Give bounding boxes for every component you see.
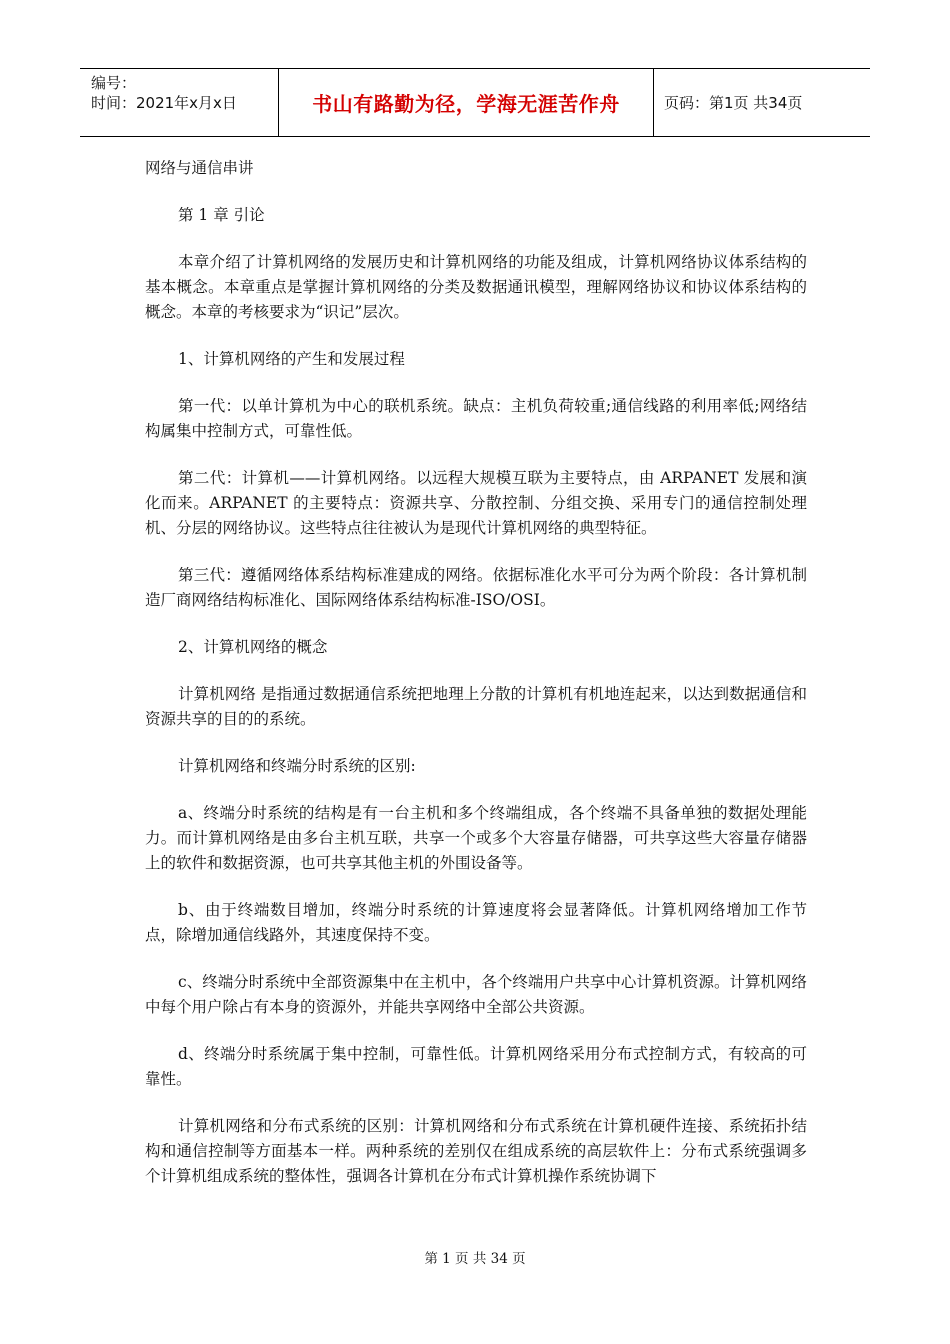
header-page-indicator: 页码：第1页 共34页 bbox=[664, 94, 803, 112]
paragraph-diff-c: c、终端分时系统中全部资源集中在主机中，各个终端用户共享中心计算机资源。计算机网络中每个用户除占有本身的资源外，并能共享网络中全部公共资源。 bbox=[145, 973, 807, 1016]
page-footer: 第 1 页 共 34 页 bbox=[424, 1251, 526, 1267]
document-date-label: 时间：2021年x月x日 bbox=[91, 94, 237, 112]
section-heading-2: 2、计算机网络的概念 bbox=[178, 638, 328, 656]
document-title: 网络与通信串讲 bbox=[145, 159, 254, 177]
document-number-label: 编号： bbox=[91, 74, 137, 92]
paragraph-gen-2: 第二代：计算机——计算机网络。以远程大规模互联为主要特点，由 ARPANET 发展和演化而来。ARPANET 的主要特点：资源共享、分散控制、分组交换、采用专门的通信控制处理机、分层的网络协议。这些特点往往被认为是现代计算机网络的典型特征。 bbox=[145, 469, 807, 537]
chapter-heading: 第 1 章 引论 bbox=[178, 206, 265, 224]
header-motto: 书山有路勤为径，学海无涯苦作舟 bbox=[279, 69, 654, 136]
paragraph-distributed: 计算机网络和分布式系统的区别：计算机网络和分布式系统在计算机硬件连接、系统拓扑结构和通信控制等方面基本一样。两种系统的差别仅在组成系统的高层软件上：分布式系统强调多个计算机组成系统的整体性，强调各计算机在分布式计算机操作系统协调下 bbox=[145, 1117, 807, 1185]
page-header bbox=[80, 68, 870, 137]
paragraph-gen-1: 第一代：以单计算机为中心的联机系统。缺点：主机负荷较重;通信线路的利用率低;网络结构属集中控制方式，可靠性低。 bbox=[145, 397, 807, 440]
header-meta-cell bbox=[80, 69, 279, 136]
section-heading-1: 1、计算机网络的产生和发展过程 bbox=[178, 350, 405, 368]
document-body bbox=[145, 156, 807, 1211]
paragraph-diff-heading: 计算机网络和终端分时系统的区别: bbox=[178, 757, 416, 775]
paragraph-diff-d: d、终端分时系统属于集中控制，可靠性低。计算机网络采用分布式控制方式，有较高的可靠性。 bbox=[145, 1045, 807, 1088]
paragraph-intro: 本章介绍了计算机网络的发展历史和计算机网络的功能及组成，计算机网络协议体系结构的基本概念。本章重点是掌握计算机网络的分类及数据通讯模型，理解网络协议和协议体系结构的概念。本章的考核要求为“识记”层次。 bbox=[145, 253, 807, 321]
paragraph-diff-a: a、终端分时系统的结构是有一台主机和多个终端组成，各个终端不具备单独的数据处理能力。而计算机网络是由多台主机互联，共享一个或多个大容量存储器，可共享这些大容量存储器上的软件和数据资源，也可共享其他主机的外围设备等。 bbox=[145, 804, 807, 872]
paragraph-diff-b: b、由于终端数目增加，终端分时系统的计算速度将会显著降低。计算机网络增加工作节点，除增加通信线路外，其速度保持不变。 bbox=[145, 901, 807, 944]
paragraph-gen-3: 第三代：遵循网络体系结构标准建成的网络。依据标准化水平可分为两个阶段：各计算机制造厂商网络结构标准化、国际网络体系结构标准-ISO/OSI。 bbox=[145, 566, 807, 609]
paragraph-definition: 计算机网络 是指通过数据通信系统把地理上分散的计算机有机地连起来，以达到数据通信和资源共享的目的的系统。 bbox=[145, 685, 807, 728]
